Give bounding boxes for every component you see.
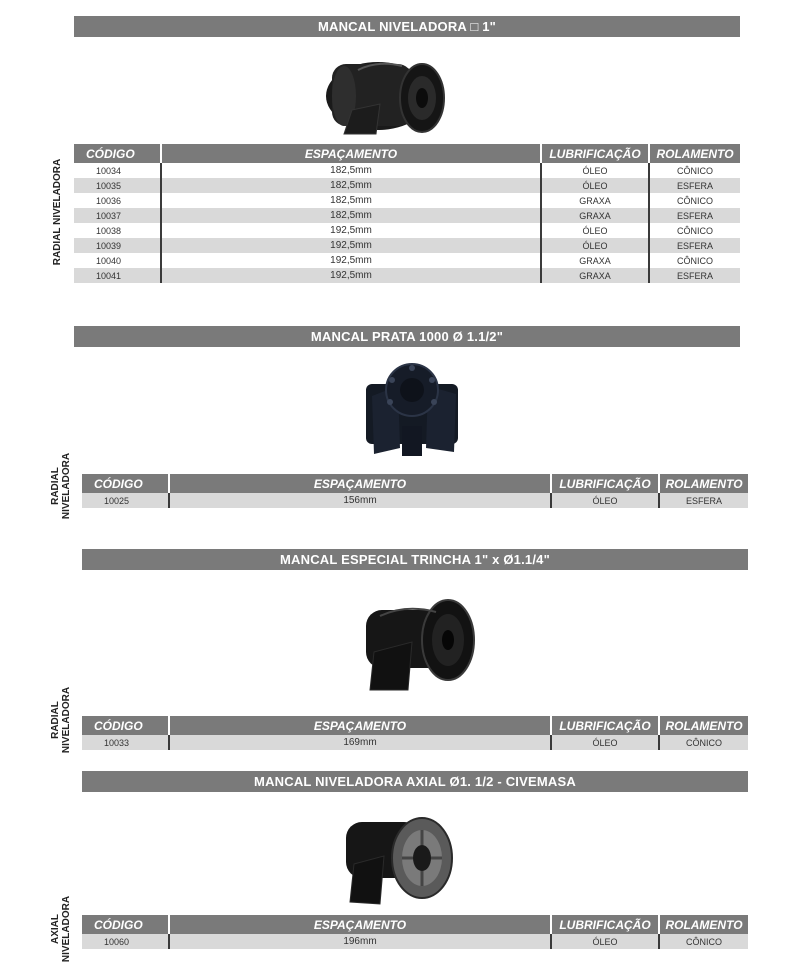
col-espacamento: ESPAÇAMENTO — [169, 716, 551, 735]
col-lubrificacao: LUBRIFICAÇÃO — [551, 716, 659, 735]
cell-lubrificacao: GRAXA — [541, 193, 649, 208]
cell-codigo: 10033 — [82, 735, 169, 750]
cell-rolamento: CÔNICO — [649, 193, 740, 208]
cell-codigo: 10040 — [96, 255, 122, 266]
table-row — [74, 268, 740, 283]
col-espacamento: ESPAÇAMENTO — [161, 144, 541, 163]
col-codigo: CÓDIGO — [74, 144, 161, 163]
section-1-side-label: RADIAL NIVELADORA — [52, 158, 63, 266]
cell-codigo: 10039 — [74, 238, 161, 253]
cell-espacamento: 182,5mm — [161, 208, 541, 223]
col-lubrificacao: LUBRIFICAÇÃO — [541, 144, 649, 163]
cell-espacamento: 182,5mm — [161, 178, 541, 193]
cell-espacamento: 169mm — [169, 735, 551, 750]
bearing-trincha-photo — [356, 596, 482, 694]
cell-codigo: 10035 — [74, 178, 161, 193]
cell-codigo: 10036 — [96, 195, 122, 206]
cell-espacamento: 192,5mm — [161, 238, 541, 253]
cell-espacamento: 156mm — [169, 493, 551, 508]
bearing-prata-photo — [358, 356, 468, 462]
cell-lubrificacao: ÓLEO — [541, 238, 649, 253]
cell-rolamento: ESFERA — [649, 208, 740, 223]
cell-rolamento: CÔNICO — [649, 253, 740, 268]
cell-codigo: 10060 — [82, 934, 169, 949]
cell-rolamento: ESFERA — [649, 268, 740, 283]
bearing-axial-photo — [340, 808, 458, 908]
table-row — [74, 163, 740, 178]
table-row — [74, 178, 740, 193]
cell-espacamento: 182,5mm — [161, 163, 541, 178]
cell-codigo: 10041 — [74, 268, 161, 283]
table-row — [82, 934, 748, 949]
cell-codigo: 10034 — [96, 165, 122, 176]
cell-rolamento: ESFERA — [659, 493, 748, 508]
cell-rolamento: CÔNICO — [649, 223, 740, 238]
cell-espacamento: 192,5mm — [161, 268, 541, 283]
col-rolamento: ROLAMENTO — [649, 144, 740, 163]
section-1-title: MANCAL NIVELADORA □ 1" — [74, 16, 740, 37]
side-label-line2: NIVELADORA — [61, 686, 72, 754]
section-1-table — [74, 144, 740, 283]
cell-lubrificacao: ÓLEO — [551, 493, 659, 508]
table-row — [74, 253, 740, 268]
table-row — [74, 238, 740, 253]
col-espacamento: ESPAÇAMENTO — [169, 915, 551, 934]
section-2-side-label — [50, 446, 72, 526]
cell-espacamento: 182,5mm — [161, 193, 541, 208]
cell-lubrificacao: GRAXA — [541, 253, 649, 268]
col-rolamento: ROLAMENTO — [659, 716, 748, 735]
cell-codigo: 10025 — [82, 493, 169, 508]
section-4-table — [82, 915, 748, 949]
section-3-title: MANCAL ESPECIAL TRINCHA 1" x Ø1.1/4" — [82, 549, 748, 570]
col-codigo: CÓDIGO — [82, 915, 169, 934]
table-row — [82, 493, 748, 508]
col-codigo: CÓDIGO — [82, 474, 169, 493]
side-label-line2: NIVELADORA — [61, 452, 72, 520]
side-label-line1: RADIAL — [50, 701, 61, 739]
section-2-title: MANCAL PRATA 1000 Ø 1.1/2" — [74, 326, 740, 347]
cell-lubrificacao: ÓLEO — [541, 178, 649, 193]
cell-rolamento: CÔNICO — [659, 735, 748, 750]
section-3-table — [82, 716, 748, 750]
cell-lubrificacao: ÓLEO — [551, 934, 659, 949]
col-rolamento: ROLAMENTO — [659, 915, 748, 934]
section-2-table — [82, 474, 748, 508]
cell-lubrificacao: GRAXA — [541, 208, 649, 223]
cell-lubrificacao: GRAXA — [541, 268, 649, 283]
table-row — [82, 735, 748, 750]
cell-rolamento: ESFERA — [649, 238, 740, 253]
side-label-line2: NIVELADORA — [61, 895, 72, 963]
col-codigo: CÓDIGO — [82, 716, 169, 735]
cell-rolamento: CÔNICO — [649, 163, 740, 178]
cell-lubrificacao: ÓLEO — [541, 223, 649, 238]
side-label-line1: RADIAL — [50, 467, 61, 505]
cell-espacamento: 192,5mm — [161, 223, 541, 238]
cell-lubrificacao: ÓLEO — [541, 163, 649, 178]
section-3-side-label — [50, 680, 72, 760]
section-4-title: MANCAL NIVELADORA AXIAL Ø1. 1/2 - CIVEMASA — [82, 771, 748, 792]
col-lubrificacao: LUBRIFICAÇÃO — [551, 915, 659, 934]
col-rolamento: ROLAMENTO — [659, 474, 748, 493]
table-row — [74, 193, 740, 208]
cell-rolamento: ESFERA — [649, 178, 740, 193]
cell-rolamento: CÔNICO — [659, 934, 748, 949]
bearing-niveladora-photo — [318, 46, 450, 138]
col-espacamento: ESPAÇAMENTO — [169, 474, 551, 493]
side-label-line1: AXIAL — [50, 914, 61, 944]
cell-lubrificacao: ÓLEO — [551, 735, 659, 750]
table-row — [74, 208, 740, 223]
col-lubrificacao: LUBRIFICAÇÃO — [551, 474, 659, 493]
cell-espacamento: 192,5mm — [161, 253, 541, 268]
cell-codigo: 10037 — [74, 208, 161, 223]
section-4-side-label — [50, 892, 72, 966]
cell-codigo: 10038 — [96, 225, 122, 236]
table-row — [74, 223, 740, 238]
cell-espacamento: 196mm — [169, 934, 551, 949]
